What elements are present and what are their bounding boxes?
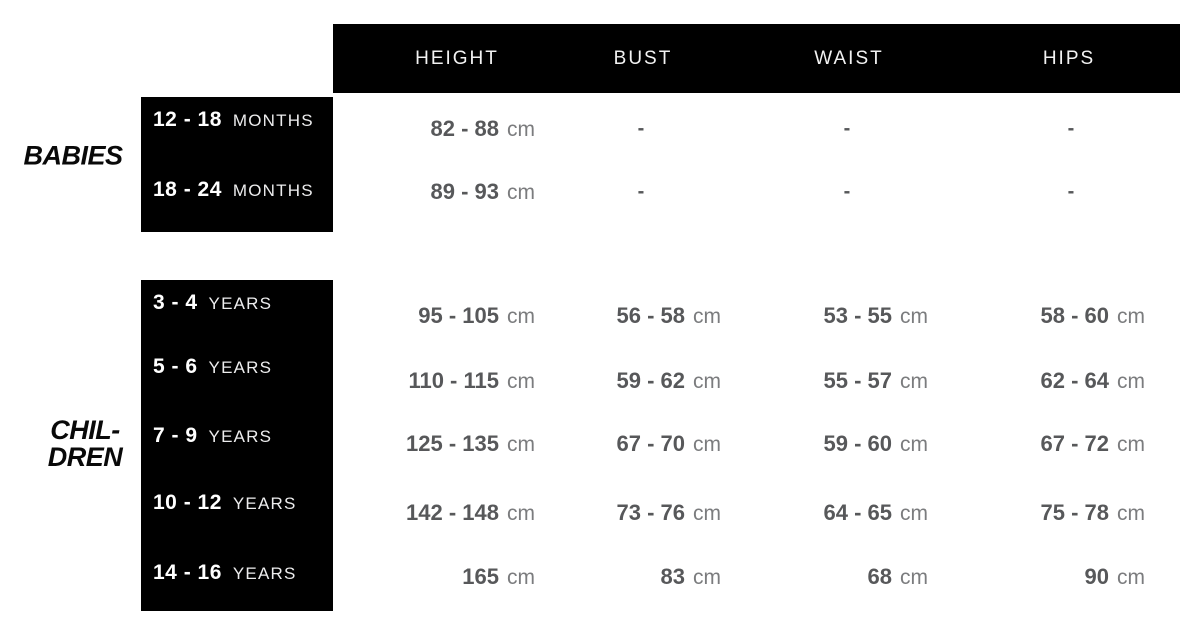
hips-cell-5-6 bbox=[1041, 368, 1146, 394]
bust-cell-3-4 bbox=[617, 303, 722, 329]
unit-cm: cm bbox=[1117, 566, 1145, 589]
group-label-children-line1: CHIL- bbox=[50, 415, 120, 445]
height-value: 95 - 105 bbox=[418, 303, 499, 328]
height-cell-12-18 bbox=[431, 116, 536, 142]
height-value: 142 - 148 bbox=[406, 500, 499, 525]
unit-cm: cm bbox=[1117, 305, 1145, 328]
column-header-height: HEIGHT bbox=[415, 47, 499, 69]
hips-value: 75 - 78 bbox=[1040, 500, 1109, 525]
bust-dash-18-24: - bbox=[637, 180, 645, 203]
unit-cm: cm bbox=[507, 370, 535, 393]
unit-cm: cm bbox=[900, 566, 928, 589]
age-range: 7 - 9 bbox=[153, 424, 198, 447]
group-label-children-line2: DREN bbox=[47, 442, 123, 472]
unit-cm: cm bbox=[693, 305, 721, 328]
bust-cell-7-9 bbox=[617, 431, 722, 457]
hips-cell-10-12 bbox=[1041, 500, 1146, 526]
hips-value: 62 - 64 bbox=[1040, 368, 1109, 393]
age-range: 3 - 4 bbox=[153, 291, 198, 314]
age-unit: YEARS bbox=[232, 494, 297, 513]
height-value: 110 - 115 bbox=[408, 368, 499, 393]
height-cell-3-4 bbox=[418, 303, 535, 329]
age-label-5-6-years bbox=[153, 355, 272, 379]
unit-cm: cm bbox=[693, 370, 721, 393]
hips-cell-7-9 bbox=[1041, 431, 1146, 457]
age-label-18-24-months bbox=[153, 178, 314, 202]
unit-cm: cm bbox=[1117, 370, 1145, 393]
age-label-12-18-months bbox=[153, 108, 314, 132]
waist-value: 55 - 57 bbox=[823, 368, 892, 393]
age-unit: MONTHS bbox=[232, 181, 314, 200]
age-unit: YEARS bbox=[208, 358, 273, 377]
unit-cm: cm bbox=[1117, 433, 1145, 456]
waist-cell-7-9 bbox=[824, 431, 929, 457]
age-label-7-9-years bbox=[153, 424, 272, 448]
unit-cm: cm bbox=[1117, 502, 1145, 525]
unit-cm: cm bbox=[507, 502, 535, 525]
unit-cm: cm bbox=[507, 305, 535, 328]
unit-cm: cm bbox=[900, 305, 928, 328]
bust-cell-5-6 bbox=[617, 368, 722, 394]
age-unit: YEARS bbox=[208, 427, 273, 446]
unit-cm: cm bbox=[507, 181, 535, 204]
unit-cm: cm bbox=[693, 566, 721, 589]
table-header-bar bbox=[333, 24, 1180, 93]
hips-value: 67 - 72 bbox=[1040, 431, 1109, 456]
age-range: 14 - 16 bbox=[153, 561, 222, 584]
waist-cell-10-12 bbox=[824, 500, 929, 526]
column-header-waist: WAIST bbox=[814, 47, 884, 69]
column-header-bust: BUST bbox=[613, 47, 673, 69]
bust-value: 67 - 70 bbox=[616, 431, 685, 456]
waist-value: 64 - 65 bbox=[823, 500, 892, 525]
hips-value: 58 - 60 bbox=[1040, 303, 1109, 328]
hips-dash-18-24: - bbox=[1067, 180, 1075, 203]
bust-cell-10-12 bbox=[617, 500, 722, 526]
age-label-3-4-years bbox=[153, 291, 272, 315]
hips-cell-3-4 bbox=[1041, 303, 1146, 329]
age-unit: YEARS bbox=[232, 564, 297, 583]
height-value: 82 - 88 bbox=[430, 116, 499, 141]
unit-cm: cm bbox=[693, 433, 721, 456]
bust-value: 73 - 76 bbox=[616, 500, 685, 525]
waist-value: 59 - 60 bbox=[823, 431, 892, 456]
age-range: 10 - 12 bbox=[153, 491, 222, 514]
height-value: 125 - 135 bbox=[406, 431, 499, 456]
age-range: 18 - 24 bbox=[153, 178, 222, 201]
hips-dash-12-18: - bbox=[1067, 117, 1075, 140]
waist-cell-5-6 bbox=[824, 368, 929, 394]
height-value: 89 - 93 bbox=[430, 179, 499, 204]
unit-cm: cm bbox=[507, 118, 535, 141]
age-label-10-12-years bbox=[153, 491, 297, 515]
group-label-babies: BABIES bbox=[23, 140, 123, 171]
bust-value: 83 bbox=[660, 564, 685, 589]
height-cell-7-9 bbox=[406, 431, 535, 457]
height-cell-10-12 bbox=[406, 500, 535, 526]
bust-dash-12-18: - bbox=[637, 117, 645, 140]
unit-cm: cm bbox=[693, 502, 721, 525]
bust-cell-14-16 bbox=[661, 564, 721, 590]
waist-cell-14-16 bbox=[868, 564, 928, 590]
height-cell-14-16 bbox=[462, 564, 535, 590]
unit-cm: cm bbox=[900, 502, 928, 525]
unit-cm: cm bbox=[507, 566, 535, 589]
waist-value: 53 - 55 bbox=[823, 303, 892, 328]
unit-cm: cm bbox=[507, 433, 535, 456]
height-value: 165 bbox=[462, 564, 499, 589]
group-label-children bbox=[48, 417, 123, 471]
waist-value: 68 bbox=[867, 564, 892, 589]
hips-cell-14-16 bbox=[1085, 564, 1145, 590]
bust-value: 56 - 58 bbox=[616, 303, 685, 328]
bust-value: 59 - 62 bbox=[616, 368, 685, 393]
waist-dash-12-18: - bbox=[843, 117, 851, 140]
height-cell-18-24 bbox=[431, 179, 536, 205]
unit-cm: cm bbox=[900, 370, 928, 393]
age-unit: MONTHS bbox=[232, 111, 314, 130]
height-cell-5-6 bbox=[408, 368, 535, 394]
age-range: 5 - 6 bbox=[153, 355, 198, 378]
hips-value: 90 bbox=[1084, 564, 1109, 589]
age-range: 12 - 18 bbox=[153, 108, 222, 131]
age-unit: YEARS bbox=[208, 294, 273, 313]
waist-dash-18-24: - bbox=[843, 180, 851, 203]
waist-cell-3-4 bbox=[824, 303, 929, 329]
column-header-hips: HIPS bbox=[1042, 47, 1096, 69]
unit-cm: cm bbox=[900, 433, 928, 456]
age-label-14-16-years bbox=[153, 561, 297, 585]
